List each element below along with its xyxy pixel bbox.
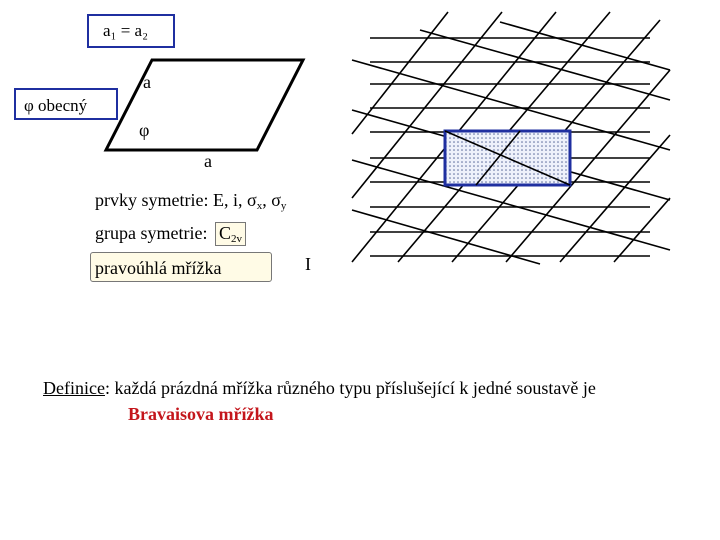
angle-box [14,88,118,120]
sigma-x: σ [246,190,257,210]
side-label-bottom: a [204,151,212,171]
separator: , [262,190,272,210]
definition-text: každá prázdná mřížka různého typu příslušející k jedné soustavě je [114,378,596,398]
definition-highlight: Bravaisova mřížka [128,404,274,424]
definition-line [43,378,596,399]
side-label-top: a [143,72,151,92]
angle-label: φ obecný [24,96,88,115]
symmetry-group-value [215,222,246,246]
parallelogram-cell [106,60,303,150]
symmetry-group [95,222,246,246]
lattice-name-box [90,252,272,282]
symmetry-elements-prefix: prvky symetrie: E, i, [95,190,247,210]
symmetry-elements [95,190,286,212]
roman-label: I [305,254,311,274]
definition-term: Definice [43,378,105,398]
sigma-x-sub: x [256,200,263,212]
symmetry-group-prefix: grupa symetrie: [95,223,212,243]
equality-text: a₁ = a₂ [103,21,149,40]
sigma-y-sub: y [280,200,287,212]
group-letter: C [218,223,231,243]
equality-box [87,14,175,48]
sigma-y: σ [271,190,281,210]
lattice-name: pravoúhlá mřížka [95,258,222,278]
angle-symbol: φ [139,120,150,140]
group-subscript: 2v [230,233,242,245]
definition-colon: : [104,378,115,398]
